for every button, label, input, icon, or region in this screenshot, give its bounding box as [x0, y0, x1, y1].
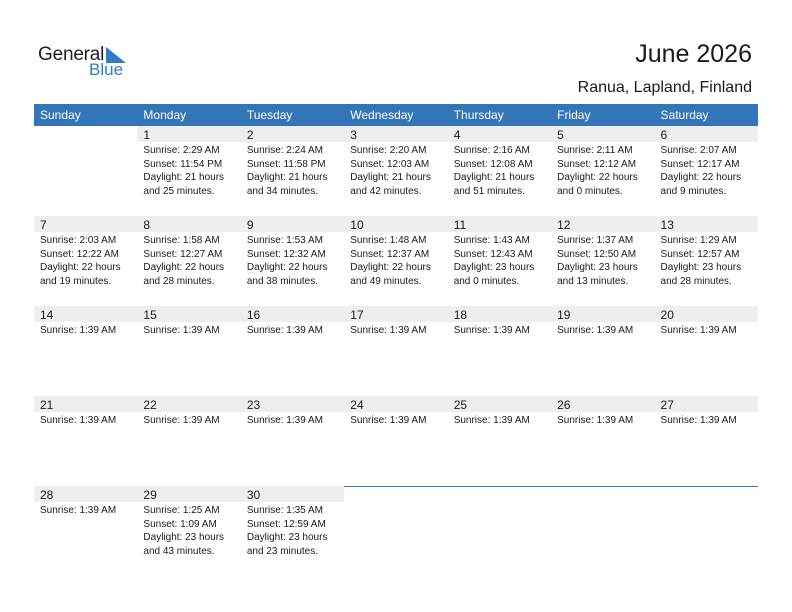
- day-sun-info: [143, 234, 224, 288]
- sun-info-line: and 38 minutes.: [246, 275, 319, 287]
- day-number: 7: [40, 218, 47, 232]
- day-date-bar: [344, 126, 447, 142]
- sun-info-line: Sunrise: 1:39 AM: [453, 325, 530, 336]
- day-number: 15: [143, 308, 157, 322]
- sun-info-line: Daylight: 21 hours: [350, 172, 431, 183]
- day-sun-info: [143, 414, 219, 428]
- sun-info-line: Sunrise: 1:39 AM: [660, 415, 737, 426]
- sun-info-line: Sunrise: 1:39 AM: [557, 415, 634, 426]
- day-sun-info: [454, 414, 530, 428]
- day-sun-info: [247, 414, 323, 428]
- sun-info-line: Sunset: 12:59 AM: [246, 518, 326, 530]
- day-sun-info: [40, 504, 116, 518]
- day-cell-24: [344, 396, 447, 486]
- day-number: 2: [246, 128, 254, 142]
- sun-info-line: Sunrise: 1:39 AM: [40, 325, 117, 336]
- day-number: 5: [557, 128, 564, 142]
- day-sun-info: [143, 324, 219, 338]
- day-sun-info: [40, 414, 116, 428]
- day-sun-info: [557, 144, 638, 198]
- day-cell-6: [655, 126, 758, 216]
- sun-info-line: Daylight: 23 hours: [453, 262, 535, 273]
- sun-info-line: Sunrise: 1:39 AM: [246, 415, 323, 426]
- day-cell-18: [448, 306, 551, 396]
- sun-info-line: Sunrise: 2:20 AM: [350, 145, 427, 156]
- weekday-saturday: Saturday: [660, 108, 709, 122]
- day-date-bar: [137, 216, 240, 232]
- day-cell-16: [241, 306, 344, 396]
- day-cell-27: [655, 396, 758, 486]
- sun-info-line: and 13 minutes.: [557, 275, 629, 287]
- day-cell-29: [137, 486, 240, 576]
- weekday-tuesday: Tuesday: [246, 108, 293, 122]
- sun-info-line: Sunset: 12:12 AM: [557, 158, 637, 170]
- day-sun-info: [454, 234, 535, 288]
- sun-info-line: Sunrise: 1:39 AM: [453, 415, 530, 426]
- sun-info-line: and 0 minutes.: [453, 275, 520, 287]
- sun-info-line: Sunrise: 2:16 AM: [453, 145, 530, 156]
- page-title: June 2026: [635, 40, 752, 68]
- day-number: 21: [40, 398, 54, 412]
- sun-info-line: Daylight: 21 hours: [246, 172, 328, 183]
- sun-info-line: Sunrise: 2:07 AM: [660, 145, 737, 156]
- day-number: 30: [246, 488, 261, 502]
- day-number: 27: [660, 398, 674, 412]
- day-sun-info: [454, 144, 535, 198]
- day-date-bar: [34, 216, 137, 232]
- sun-info-line: and 51 minutes.: [453, 185, 525, 197]
- day-number: 3: [350, 128, 357, 142]
- empty-day-cell: [34, 126, 137, 216]
- empty-day-cell: [551, 486, 654, 576]
- week-row: [34, 396, 758, 486]
- day-sun-info: [247, 144, 328, 198]
- sun-info-line: and 49 minutes.: [350, 275, 422, 287]
- day-cell-10: [344, 216, 447, 306]
- sun-info-line: Sunrise: 2:03 AM: [40, 235, 117, 246]
- sun-info-line: Daylight: 22 hours: [557, 172, 638, 183]
- day-cell-14: [34, 306, 137, 396]
- day-sun-info: [143, 504, 224, 558]
- sun-info-line: Sunrise: 1:53 AM: [246, 235, 323, 246]
- logo: [38, 42, 138, 82]
- sun-info-line: Sunset: 11:58 PM: [246, 158, 326, 170]
- sun-info-line: Sunset: 12:32 AM: [246, 248, 326, 260]
- day-sun-info: [454, 324, 530, 338]
- day-cell-19: [551, 306, 654, 396]
- sun-info-line: Daylight: 22 hours: [660, 172, 742, 183]
- day-sun-info: [143, 144, 224, 198]
- sun-info-line: Sunset: 12:43 AM: [453, 248, 533, 260]
- day-sun-info: [350, 414, 426, 428]
- day-number: 4: [453, 128, 461, 142]
- sun-info-line: Sunrise: 2:29 AM: [143, 145, 220, 156]
- day-number: 22: [143, 398, 157, 412]
- logo-blue-text: Blue: [89, 60, 124, 79]
- sun-info-line: Sunset: 12:50 AM: [557, 248, 637, 260]
- sun-info-line: Sunrise: 2:11 AM: [557, 145, 633, 156]
- sun-info-line: Sunrise: 1:48 AM: [350, 235, 427, 246]
- weekday-friday: Friday: [557, 108, 591, 122]
- empty-day-cell: [448, 486, 551, 576]
- sun-info-line: Sunset: 12:17 AM: [660, 158, 740, 170]
- sun-info-line: Daylight: 23 hours: [660, 262, 742, 273]
- day-sun-info: [557, 414, 633, 428]
- empty-day-cell: [655, 486, 758, 576]
- day-number: 26: [557, 398, 571, 412]
- sun-info-line: Sunset: 12:08 AM: [453, 158, 533, 170]
- sun-info-line: Sunset: 12:37 AM: [350, 248, 430, 260]
- sun-info-line: Sunrise: 1:35 AM: [246, 505, 323, 516]
- day-cell-15: [137, 306, 240, 396]
- sun-info-line: Daylight: 23 hours: [246, 532, 328, 543]
- day-sun-info: [661, 324, 737, 338]
- day-number: 9: [246, 218, 254, 232]
- sun-info-line: Daylight: 21 hours: [453, 172, 535, 183]
- sun-info-line: and 19 minutes.: [40, 275, 112, 287]
- day-number: 19: [557, 308, 571, 322]
- sun-info-line: Sunset: 12:03 AM: [350, 158, 430, 170]
- day-cell-9: [241, 216, 344, 306]
- day-number: 17: [350, 308, 364, 322]
- weekday-thursday: Thursday: [453, 108, 504, 122]
- sun-info-line: and 43 minutes.: [143, 545, 215, 557]
- day-date-bar: [241, 126, 344, 142]
- day-cell-22: [137, 396, 240, 486]
- day-date-bar: [137, 126, 240, 142]
- day-number: 14: [40, 308, 54, 322]
- day-number: 24: [350, 398, 364, 412]
- day-number: 11: [453, 218, 467, 232]
- sun-info-line: and 25 minutes.: [143, 185, 215, 197]
- day-sun-info: [247, 504, 328, 558]
- day-sun-info: [661, 234, 742, 288]
- sun-info-line: and 0 minutes.: [557, 185, 623, 197]
- day-number: 10: [350, 218, 364, 232]
- sun-info-line: Daylight: 22 hours: [350, 262, 431, 273]
- sun-info-line: Sunrise: 2:24 AM: [246, 145, 323, 156]
- sun-info-line: Sunset: 12:57 AM: [660, 248, 740, 260]
- day-cell-25: [448, 396, 551, 486]
- day-sun-info: [661, 144, 742, 198]
- sun-info-line: Sunrise: 1:39 AM: [143, 415, 220, 426]
- sun-info-line: Sunrise: 1:39 AM: [143, 325, 220, 336]
- day-sun-info: [40, 234, 121, 288]
- day-date-bar: [241, 216, 344, 232]
- location-subtitle: Ranua, Lapland, Finland: [577, 79, 752, 96]
- sun-info-line: Sunset: 11:54 PM: [143, 158, 223, 170]
- sun-info-line: Sunrise: 1:39 AM: [40, 505, 117, 516]
- logo-general-text: General: [38, 44, 105, 65]
- day-cell-11: [448, 216, 551, 306]
- day-sun-info: [247, 234, 328, 288]
- day-cell-3: [344, 126, 447, 216]
- day-number: 29: [143, 488, 157, 502]
- sun-info-line: Sunset: 12:27 AM: [143, 248, 223, 260]
- sun-info-line: Sunrise: 1:39 AM: [660, 325, 737, 336]
- day-cell-23: [241, 396, 344, 486]
- day-sun-info: [557, 234, 638, 288]
- sun-info-line: Sunrise: 1:39 AM: [557, 325, 634, 336]
- day-cell-26: [551, 396, 654, 486]
- day-cell-28: [34, 486, 137, 576]
- day-number: 28: [40, 488, 54, 502]
- weekday-header: [34, 104, 758, 126]
- day-number: 23: [246, 398, 261, 412]
- sun-info-line: Daylight: 22 hours: [246, 262, 328, 273]
- sun-info-line: and 42 minutes.: [350, 185, 422, 197]
- day-sun-info: [557, 324, 633, 338]
- day-number: 12: [557, 218, 571, 232]
- sun-info-line: Sunrise: 1:37 AM: [557, 235, 634, 246]
- weekday-monday: Monday: [143, 108, 187, 122]
- sun-info-line: and 23 minutes.: [246, 545, 319, 557]
- day-cell-2: [241, 126, 344, 216]
- sun-info-line: Sunrise: 1:39 AM: [350, 325, 427, 336]
- day-sun-info: [350, 144, 431, 198]
- sun-info-line: Sunrise: 1:29 AM: [660, 235, 737, 246]
- day-cell-12: [551, 216, 654, 306]
- sun-info-line: and 34 minutes.: [246, 185, 319, 197]
- sun-info-line: Daylight: 23 hours: [557, 262, 638, 273]
- day-sun-info: [40, 324, 116, 338]
- week-row: [34, 216, 758, 306]
- day-sun-info: [350, 234, 431, 288]
- day-date-bar: [551, 126, 654, 142]
- day-number: 20: [660, 308, 674, 322]
- day-sun-info: [661, 414, 737, 428]
- day-cell-5: [551, 126, 654, 216]
- sun-info-line: Sunrise: 1:25 AM: [143, 505, 220, 516]
- day-number: 25: [453, 398, 468, 412]
- sun-info-line: Sunset: 12:22 AM: [40, 248, 119, 260]
- day-number: 18: [453, 308, 468, 322]
- sun-info-line: Sunrise: 1:39 AM: [246, 325, 323, 336]
- day-number: 13: [660, 218, 674, 232]
- sun-info-line: Sunrise: 1:43 AM: [453, 235, 530, 246]
- weekday-wednesday: Wednesday: [350, 108, 414, 122]
- week-row: [34, 306, 758, 396]
- sun-info-line: Sunset: 1:09 AM: [143, 518, 217, 530]
- sun-info-line: and 28 minutes.: [660, 275, 732, 287]
- week-row: [34, 126, 758, 216]
- day-number: 8: [143, 218, 151, 232]
- day-number: 1: [143, 128, 151, 142]
- sun-info-line: Sunrise: 1:58 AM: [143, 235, 220, 246]
- day-date-bar: [448, 126, 551, 142]
- sun-info-line: and 28 minutes.: [143, 275, 215, 287]
- sun-info-line: Sunrise: 1:39 AM: [40, 415, 117, 426]
- sun-info-line: Daylight: 23 hours: [143, 532, 225, 543]
- sun-info-line: Sunrise: 1:39 AM: [350, 415, 427, 426]
- day-cell-21: [34, 396, 137, 486]
- empty-day-cell: [344, 486, 447, 576]
- day-cell-17: [344, 306, 447, 396]
- sun-info-line: and 9 minutes.: [660, 185, 727, 197]
- day-number: 16: [246, 308, 261, 322]
- day-sun-info: [350, 324, 426, 338]
- day-cell-1: [137, 126, 240, 216]
- day-date-bar: [655, 126, 758, 142]
- day-sun-info: [247, 324, 323, 338]
- day-cell-4: [448, 126, 551, 216]
- sun-info-line: Daylight: 21 hours: [143, 172, 225, 183]
- day-cell-20: [655, 306, 758, 396]
- day-cell-30: [241, 486, 344, 576]
- weekday-sunday: Sunday: [40, 108, 81, 122]
- day-cell-13: [655, 216, 758, 306]
- day-cell-7: [34, 216, 137, 306]
- day-cell-8: [137, 216, 240, 306]
- day-number: 6: [660, 128, 668, 142]
- sun-info-line: Daylight: 22 hours: [143, 262, 225, 273]
- week-row: [34, 486, 758, 576]
- sun-info-line: Daylight: 22 hours: [40, 262, 121, 273]
